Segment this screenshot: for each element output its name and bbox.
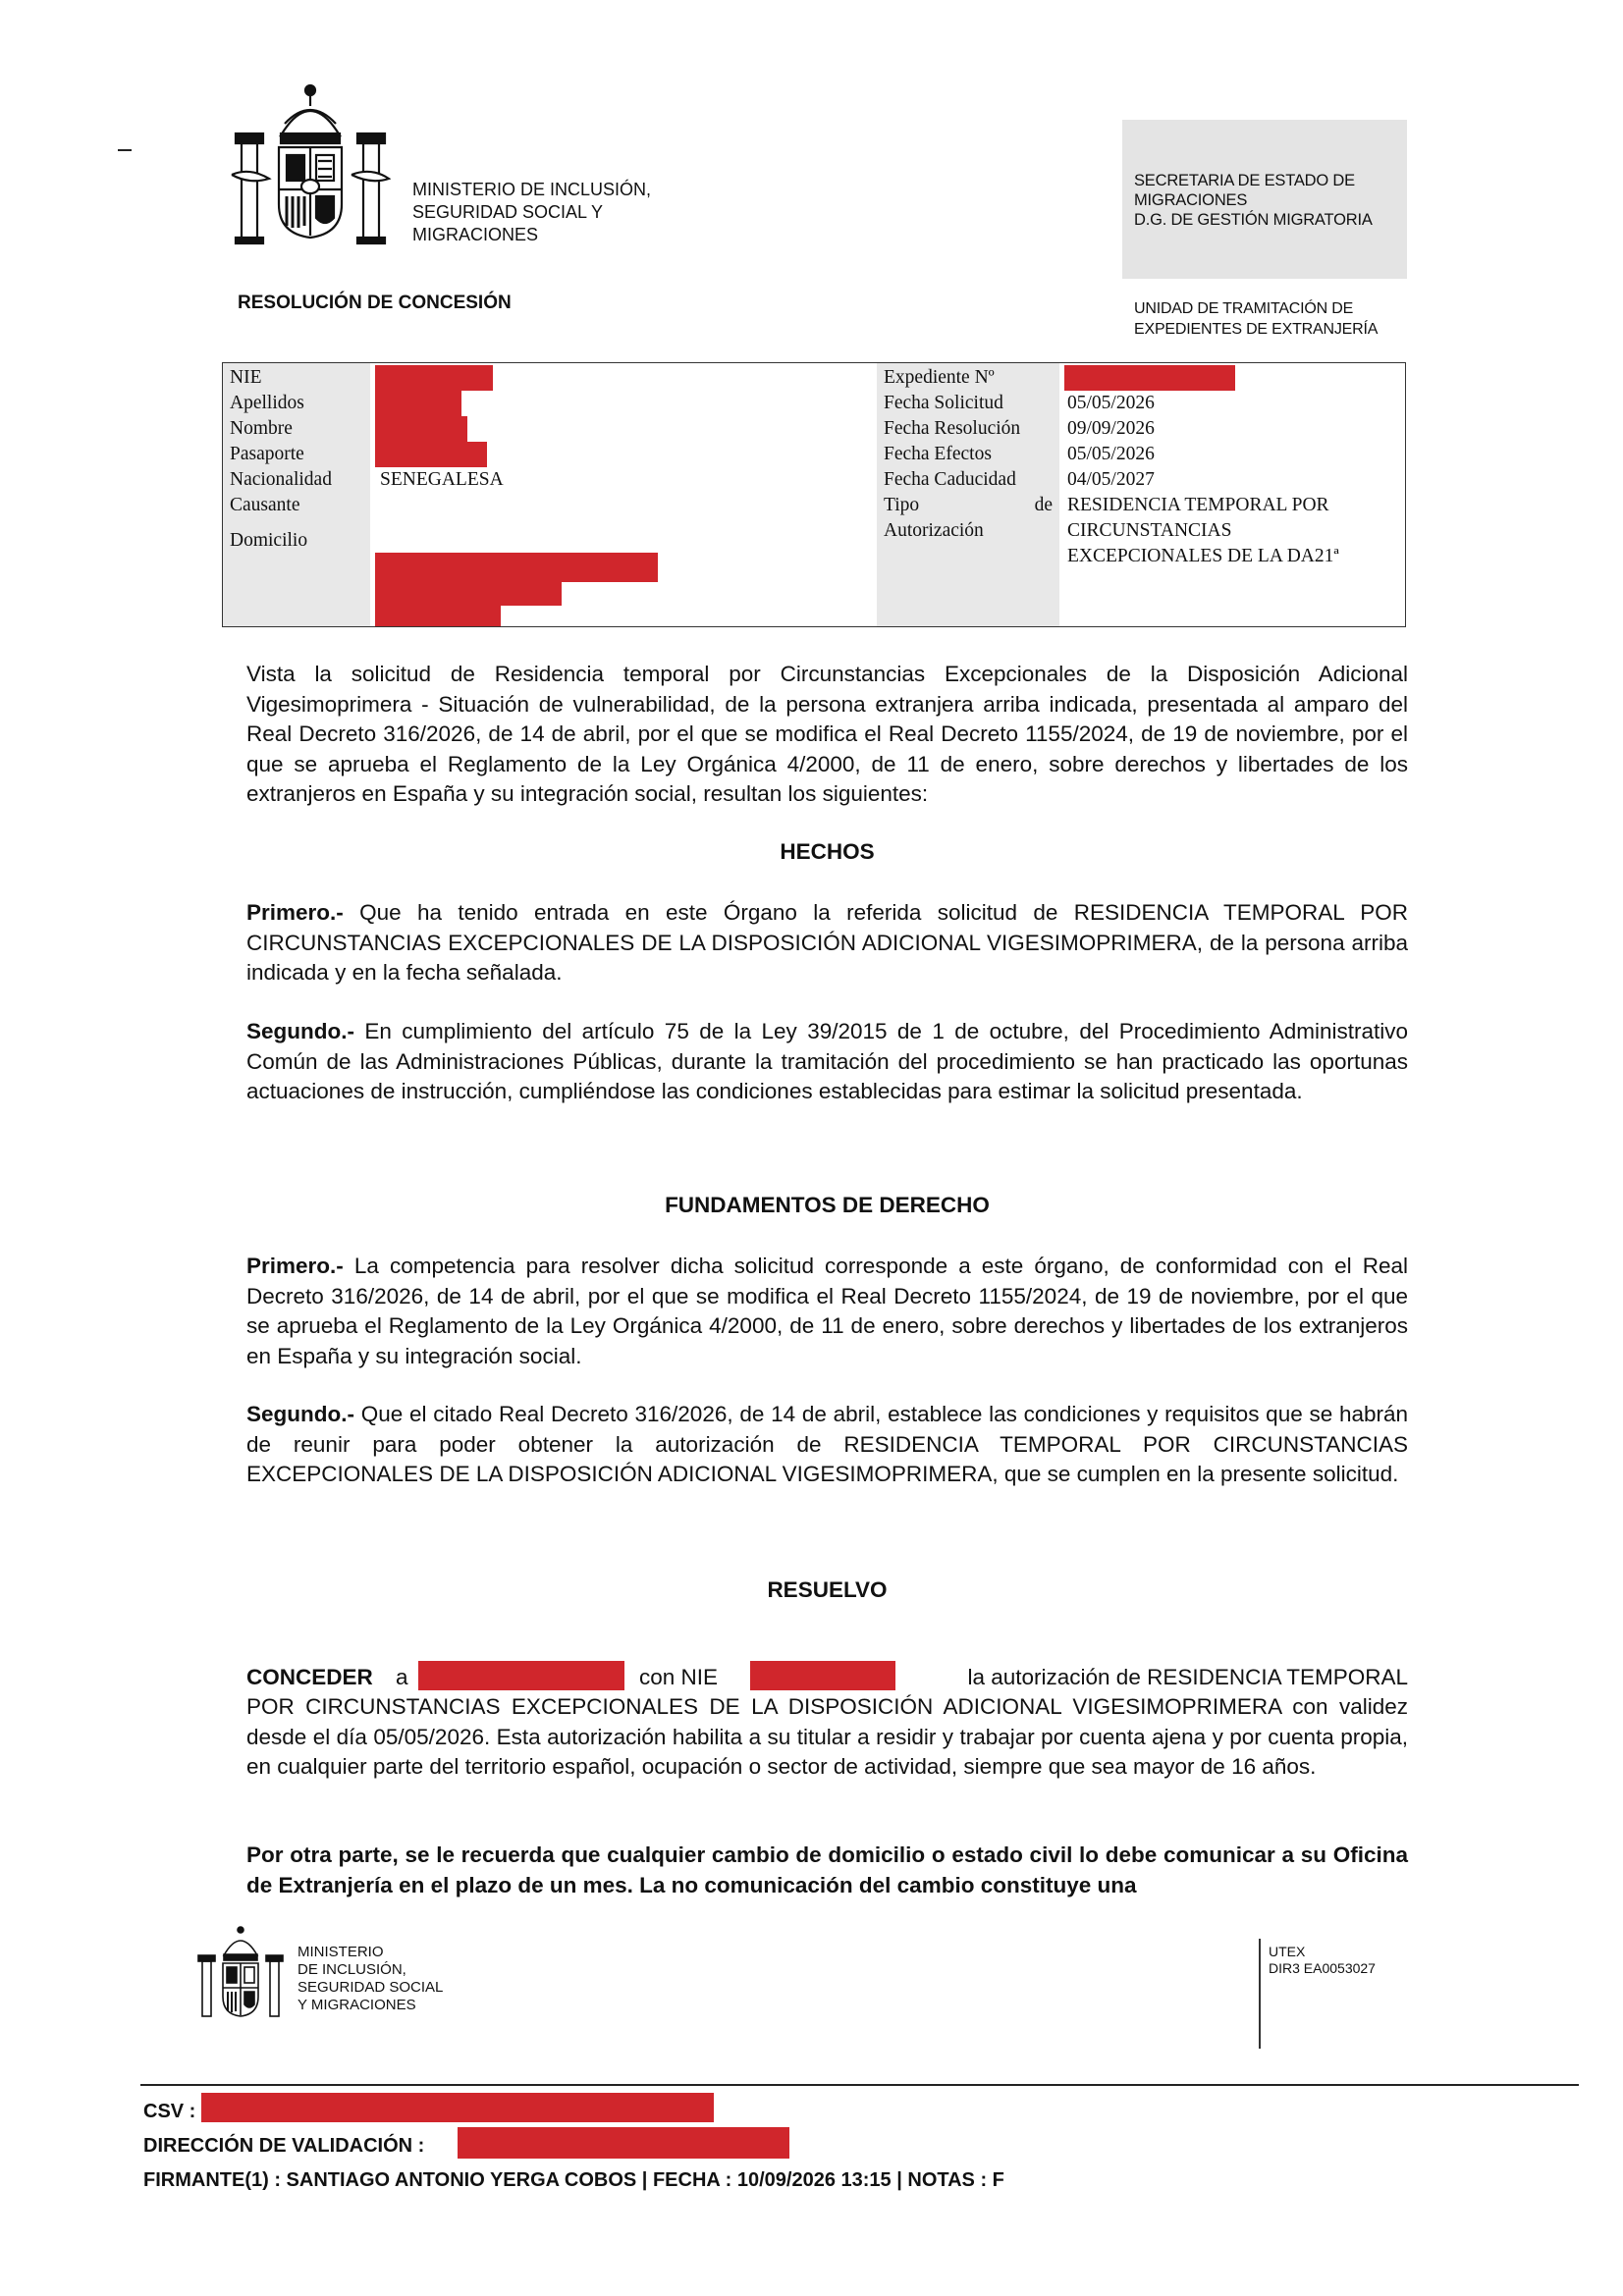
footer-ministry-line: DE INCLUSIÓN,: [298, 1961, 406, 1978]
footer-ministry-line: Y MIGRACIONES: [298, 1997, 416, 2013]
label-apellidos: Apellidos: [230, 393, 304, 413]
ministry-name: [412, 179, 707, 246]
direccion-label: DIRECCIÓN DE VALIDACIÓN :: [143, 2135, 425, 2157]
label-fecha-resolucion: Fecha Resolución: [884, 418, 1021, 439]
conceder-rest: POR CIRCUNSTANCIAS EXCEPCIONALES DE LA DISPOSICIÓN ADICIONAL VIGESIMOPRIMERA con validez desde el día 05/05/2026. Esta autorización habilita a su titular a residir y trabajar por cuenta ajena y por cuenta propia, en cualquier parte del territorio español, ocupación o sector de actividad, siempre que sea mayor de 16 años.: [246, 1694, 1408, 1779]
hechos-primero: [246, 898, 1408, 988]
redaction-direccion[interactable]: [458, 2127, 789, 2159]
redaction-pasaporte: [375, 442, 487, 467]
redaction-domicilio: [375, 582, 562, 606]
label-primero: Primero.-: [246, 1254, 344, 1278]
value-fecha-solicitud: 05/05/2026: [1067, 393, 1155, 413]
left-labels: [230, 365, 332, 554]
text-primero: La competencia para resolver dicha solicitud corresponde a este órgano, de conformidad con el Real Decreto 316/2026, de 14 de abril, por el que se modifica el Real Decreto 1155/2024, de 19 de noviembre, por el que se aprueba el Reglamento de la Ley Orgánica 4/2000, de 11 de enero, sobre derechos y libertades de los extranjeros en España y su integración social.: [246, 1254, 1408, 1368]
label-segundo: Segundo.-: [246, 1019, 354, 1043]
label-segundo: Segundo.-: [246, 1402, 354, 1426]
ministry-line: MIGRACIONES: [412, 225, 539, 244]
mid-labels: [884, 365, 1053, 544]
redaction-name: [418, 1661, 624, 1690]
label-pasaporte: Pasaporte: [230, 444, 304, 464]
heading-fundamentos: FUNDAMENTOS DE DERECHO: [665, 1193, 990, 1217]
resolution-title: RESOLUCIÓN DE CONCESIÓN: [238, 293, 512, 313]
secretaria-line: MIGRACIONES: [1134, 191, 1248, 209]
label-nie: NIE: [230, 367, 262, 388]
label-tipo: [884, 493, 1053, 518]
redaction-domicilio: [375, 606, 501, 626]
value-fecha-resolucion: 09/09/2026: [1067, 418, 1155, 439]
secretaria-line: D.G. DE GESTIÓN MIGRATORIA: [1134, 211, 1373, 229]
label-domicilio: Domicilio: [230, 530, 308, 551]
hechos-segundo: [246, 1017, 1408, 1107]
value-nacionalidad: SENEGALESA: [380, 469, 504, 490]
unidad-label: [1134, 298, 1378, 340]
ministry-line: MINISTERIO DE INCLUSIÓN,: [412, 180, 652, 199]
label-fecha-efectos: Fecha Efectos: [884, 444, 992, 464]
conceder-con-nie: con NIE: [639, 1665, 719, 1689]
label-tipo-word: Tipo: [884, 495, 920, 515]
label-tipo-de: de: [1034, 495, 1053, 515]
conceder-label: CONCEDER: [246, 1665, 373, 1689]
value-tipo: EXCEPCIONALES DE LA DA21ª: [1067, 546, 1339, 566]
text-segundo: En cumplimiento del artículo 75 de la Ley 39/2015 de 1 de octubre, del Procedimiento Administrativo Común de las Administraciones Públicas, durante la tramitación del procedimiento se han practicado las oportunas actuaciones de instrucción, cumpliéndose las condiciones establecidas para estimar la solicitud presentada.: [246, 1019, 1408, 1103]
value-fecha-efectos: 05/05/2026: [1067, 444, 1155, 464]
footer-utex-line: UTEX: [1269, 1944, 1306, 1959]
footer-divider: [1259, 1939, 1261, 2049]
label-fecha-caducidad: Fecha Caducidad: [884, 469, 1016, 490]
intro-paragraph: Vista la solicitud de Residencia temporal por Circunstancias Excepcionales de la Disposición Adicional Vigesimoprimera - Situación de vulnerabilidad, de la persona extranjera arriba indicada, presentada al amparo del Real Decreto 316/2026, de 14 de abril, por el que se modifica el Real Decreto 1155/2024, de 19 de noviembre, por el que se aprueba el Reglamento de la Ley Orgánica 4/2000, de 11 de enero, sobre derechos y libertades de los extranjeros en España y su integración social, resultan los siguientes:: [246, 662, 1408, 806]
conceder-autorizacion: la autorización de RESIDENCIA TEMPORAL: [967, 1665, 1408, 1689]
label-nombre: Nombre: [230, 418, 293, 439]
redaction-nombre: [375, 416, 467, 442]
label-expediente: Expediente Nº: [884, 367, 995, 388]
unidad-line: UNIDAD DE TRAMITACIÓN DE: [1134, 300, 1354, 317]
header-dash: [118, 149, 132, 151]
mid-values: [1067, 365, 1339, 569]
label-primero: Primero.-: [246, 900, 344, 925]
conceder-a: a: [396, 1665, 408, 1689]
reminder-paragraph: Por otra parte, se le recuerda que cualquier cambio de domicilio o estado civil lo debe comunicar a su Oficina de Extranjería en el plazo de un mes. La no comunicación del cambio constituye una: [246, 1842, 1408, 1897]
text-primero: Que ha tenido entrada en este Órgano la referida solicitud de RESIDENCIA TEMPORAL POR CIRCUNSTANCIAS EXCEPCIONALES DE LA DISPOSICIÓN ADICIONAL VIGESIMOPRIMERA, de la persona arriba indicada y en la fecha señalada.: [246, 900, 1408, 985]
redaction-apellidos: [375, 391, 461, 416]
label-fecha-solicitud: Fecha Solicitud: [884, 393, 1003, 413]
redaction-domicilio: [375, 553, 658, 582]
heading-resuelvo: RESUELVO: [767, 1577, 888, 1602]
redaction-csv: [201, 2093, 714, 2122]
label-nacionalidad: Nacionalidad: [230, 469, 332, 490]
footer-ministry-line: MINISTERIO: [298, 1944, 384, 1960]
footer-rule: [140, 2084, 1579, 2086]
fundamentos-primero: [246, 1252, 1408, 1371]
coat-of-arms-icon: [230, 77, 391, 245]
footer-ministry: [298, 1944, 443, 2014]
unidad-line: EXPEDIENTES DE EXTRANJERÍA: [1134, 321, 1379, 338]
ministry-line: SEGURIDAD SOCIAL Y: [412, 202, 604, 222]
firmante-line: FIRMANTE(1) : SANTIAGO ANTONIO YERGA COBOS | FECHA : 10/09/2026 13:15 | NOTAS : F: [143, 2169, 1004, 2191]
label-causante: Causante: [230, 495, 300, 515]
heading-hechos: HECHOS: [780, 839, 875, 864]
redaction-nie: [375, 365, 493, 391]
footer-utex-line: DIR3 EA0053027: [1269, 1960, 1376, 1976]
footer-ministry-line: SEGURIDAD SOCIAL: [298, 1979, 444, 1996]
label-autorizacion: Autorización: [884, 520, 984, 541]
value-tipo: CIRCUNSTANCIAS: [1067, 520, 1232, 541]
value-tipo: RESIDENCIA TEMPORAL POR: [1067, 495, 1329, 515]
value-fecha-caducidad: 04/05/2027: [1067, 469, 1155, 490]
secretaria-box: [1122, 120, 1407, 279]
coat-of-arms-icon: [194, 1922, 287, 2020]
secretaria-line: SECRETARIA DE ESTADO DE: [1134, 172, 1355, 189]
redaction-nie: [750, 1661, 895, 1690]
footer-utex: [1269, 1944, 1376, 1977]
csv-label: CSV :: [143, 2101, 196, 2122]
text-segundo: Que el citado Real Decreto 316/2026, de 14 de abril, establece las condiciones y requisitos que se habrán de reunir para poder obtener la autorización de RESIDENCIA TEMPORAL POR CIRCUNSTANCIAS EXCEPCIONALES DE LA DISPOSICIÓN ADICIONAL VIGESIMOPRIMERA, que se cumplen en la presente solicitud.: [246, 1402, 1408, 1486]
fundamentos-segundo: [246, 1400, 1408, 1490]
